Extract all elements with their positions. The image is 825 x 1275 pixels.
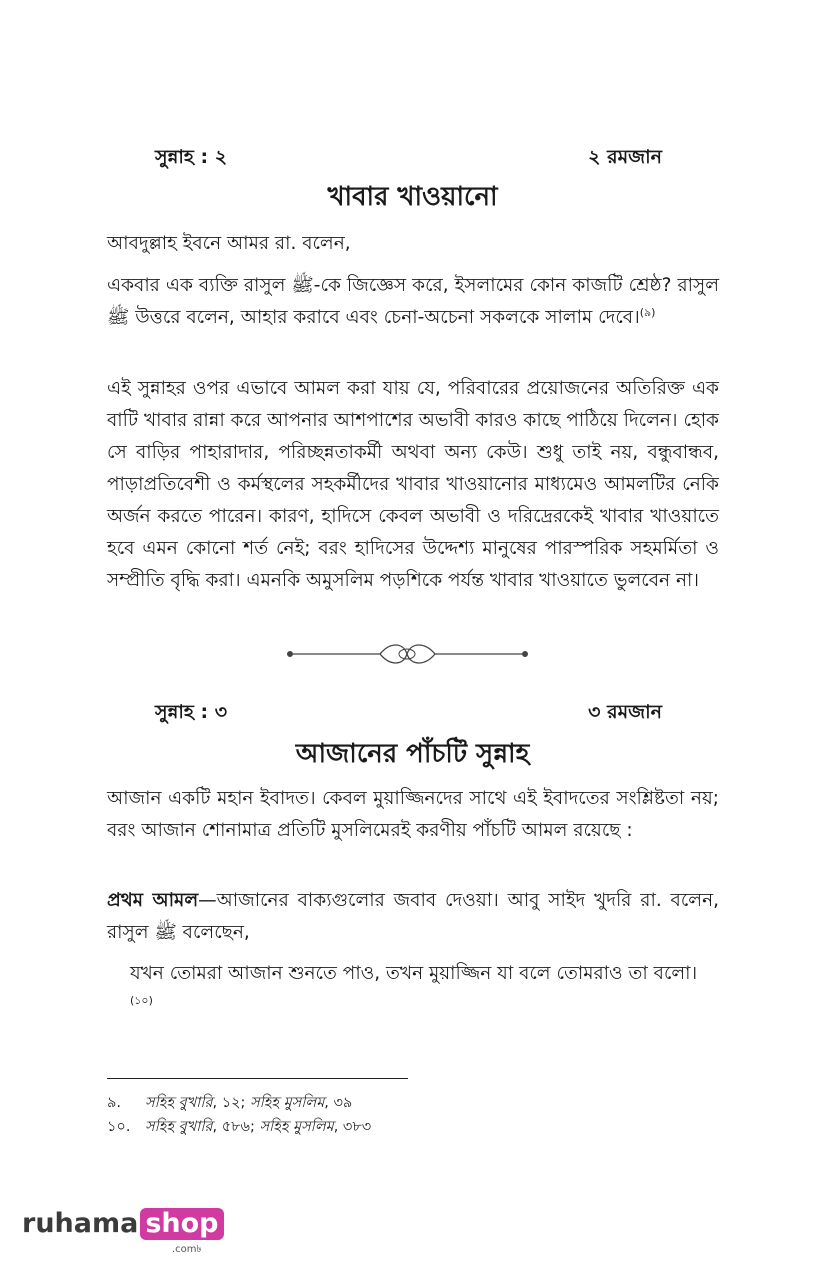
paragraph: আবদুল্লাহ ইবনে আমর রা. বলেন,: [107, 233, 351, 254]
footnote-ref: (১০): [130, 993, 153, 1007]
footnote: ১০. সহিহ বুখারি, ৫৮৬; সহিহ মুসলিম, ৩৮৩: [107, 1119, 372, 1135]
section-title: খাবার খাওয়ানো: [327, 182, 498, 212]
paragraph: প্রথম আমল—আজানের বাক্যগুলোর জবাব দেওয়া। আবু সাইদ খুদরি রা. বলেন, রাসুল ﷺ বলেছেন,: [107, 890, 719, 943]
footnote: ৯. সহিহ বুখারি, ১২; সহিহ মুসলিম, ৩৯: [107, 1095, 353, 1111]
paragraph: এই সুন্নাহর ওপর এভাবে আমল করা যায় যে, পরিবারের প্রয়োজনের অতিরিক্ত এক বাটি খাবার রান্না করে আপনার আশপাশের অভাবী কারও কাছে পাঠিয়ে দিলেন। হোক সে বাড়ির পাহারাদার, পরিচ্ছন্নতাকর্মী অথবা অন্য কেউ। শুধু তাই নয়, বন্ধুবান্ধব, পাড়াপ্রতিবেশী ও কর্মস্থলের সহকর্মীদের খাবার খাওয়ানোর মাধ্যমেও আমলটির নেকি অর্জন করতে পারেন। কারণ, হাদিসে কেবল অভাবী ও দরিদ্রেরকেই খাবার খাওয়াতে হবে এমন কোনো শর্ত নেই; বরং হাদিসের উদ্দেশ্য মানুষের পারস্পরিক সহমর্মিতা ও সম্প্রীতি বৃদ্ধি করা। এমনকি অমুসলিম পড়শিকে পর্যন্ত খাবার খাওয়াতে ভুলবেন না।: [107, 378, 719, 591]
hadith-paragraph: একবার এক ব্যক্তি রাসুল ﷺ-কে জিজ্ঞেস করে, ইসলামের কোন কাজটি শ্রেষ্ঠ? রাসুল ﷺ উত্তরে বলেন, আহার করাবে এবং চেনা-অচেনা সকলকে সালাম দেবে।$^{(৯)}$: [107, 275, 719, 328]
footnote-rule: [107, 1078, 408, 1079]
paragraph: আজান একটি মহান ইবাদত। কেবল মুয়াজ্জিনদের সাথে এই ইবাদতের সংশ্লিষ্টতা নয়; বরং আজান শোনামাত্র প্রতিটি মুসলিমেরই করণীয় পাঁচটি আমল রয়েছে :: [107, 788, 719, 841]
ramadan-day-label: ৩ রমজান: [588, 701, 662, 723]
footnote-ref: (৯): [639, 305, 656, 319]
ruhamashop-logo: ruhama shop .com৳: [22, 1208, 224, 1239]
ramadan-day-label: ২ রমজান: [588, 146, 662, 168]
section-title: আজানের পাঁচটি সুন্নাহ: [295, 739, 530, 769]
ornament-divider-icon: [285, 640, 530, 668]
sunnah-number-label: সুন্নাহ : ২: [155, 146, 228, 168]
hadith-quote: যখন তোমরা আজান শুনতে পাও, তখন মুয়াজ্জিন যা বলে তোমরাও তা বলো।$^{(১০)}$: [130, 963, 698, 1007]
bold-lead: প্রথম আমল: [107, 890, 199, 911]
sunnah-number-label: সুন্নাহ : ৩: [155, 701, 228, 723]
